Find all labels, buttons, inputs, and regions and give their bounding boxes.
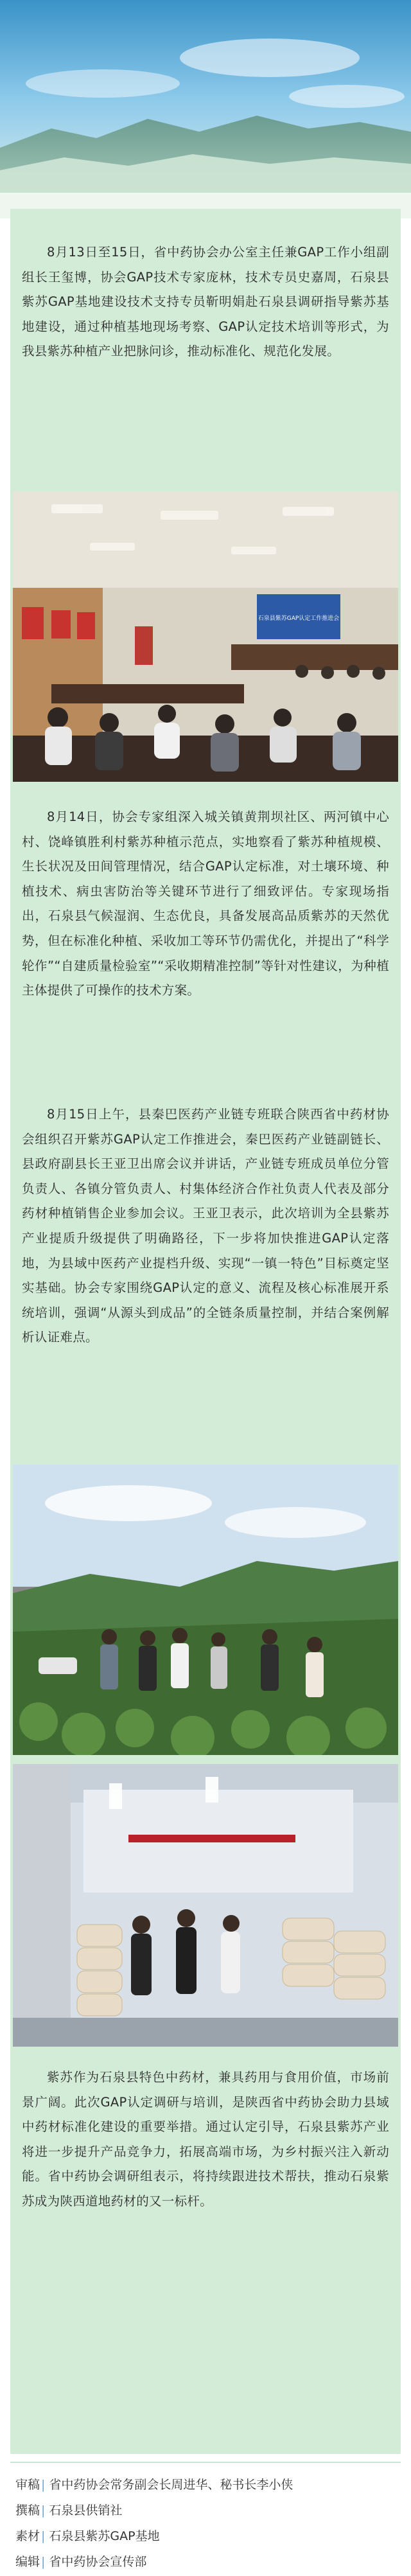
warehouse-photo [13,1764,398,2047]
credit-editor: 编辑 | 省中药协会宣传部 [15,2555,147,2569]
meeting-paragraph: 8月15日上午，县秦巴医药产业链专班联合陕西省中药材协会组织召开紫苏GAP认定工作推进会，秦巴医药产业链副链长、县政府副县长王亚卫出席会议并讲话，产业链专班成员单位分管负责人、各镇分管负责人、村集体经济合作社负责人代表及部分药材种植销售企业参加会议。王亚卫表示，此次培训为全县紫苏产业提质升级提供了明确路径，下一步将加快推进GAP认定落地，为县域中医药产业提档升级、实现“一镇一特色”目标奠定坚实基础。协会专家围绕GAP认定的意义、流程及核心标准展开系统培训，强调“从源头到成品”的全链条质量控制，并结合案例解析认证难点。 [22,1107,389,1345]
conclusion-paragraph: 紫苏作为石泉县特色中药材，兼具药用与食用价值，市场前景广阔。此次GAP认定调研与培训，是陕西省中药协会助力县域中药材标准化建设的重要举措。通过认定引导，石泉县紫苏产业将进一步提升产品竞争力，拓展高端市场，为乡村振兴注入新动能。省中药协会调研组表示，将持续跟进技术帮扶，推动石泉紫苏成为陕西道地药材的又一标杆。 [22,2070,389,2209]
meeting-screen-text: 石泉县紫苏GAP认定工作推进会 [258,615,340,622]
credit-material: 素材 | 石泉县紫苏GAP基地 [15,2529,160,2543]
credit-reviewer: 审稿 | 省中药协会常务副会长周进华、秘书长李小侠 [15,2478,293,2492]
credits-block [10,2462,401,2572]
intro-paragraph: 8月13日至15日，省中药协会办公室主任兼GAP工作小组副组长王玺博，协会GAP技术专家庞林，技术专员史嘉周，石泉县紫苏GAP基地建设技术支持专员靳明娟赴石泉县调研指导紫苏基地建设，通过种植基地现场考察、GAP认定技术培训等形式，为我县紫苏种植产业把脉问诊，推动标准化、规范化发展。 [22,245,389,359]
field-inspection-photo [13,1465,398,1755]
credit-writer: 撰稿 | 石泉县供销社 [15,2503,123,2518]
article-panel [10,209,401,2454]
site-visit-paragraph: 8月14日，协会专家组深入城关镇黄荆坝社区、两河镇中心村、饶峰镇胜利村紫苏种植示范点，实地察看了紫苏种植规模、生长状况及田间管理情况，结合GAP认定标准，对土壤环境、种植技术、病虫害防治等关键环节进行了细致评估。专家现场指出，石泉县气候湿润、生态优良，具备发展高品质紫苏的天然优势，但在标准化种植、采收加工等环节仍需优化，并提出了“科学轮作”“自建质量检验室”“采收期精准控制”等针对性建议，为种植主体提供了可操作的技术方案。 [22,809,389,998]
header-landscape-image [0,0,411,218]
credit-separator: | [41,2529,46,2543]
credit-separator: | [41,2555,46,2569]
credit-separator: | [41,2478,46,2492]
meeting-room-photo [13,491,398,782]
credit-separator: | [41,2503,46,2518]
